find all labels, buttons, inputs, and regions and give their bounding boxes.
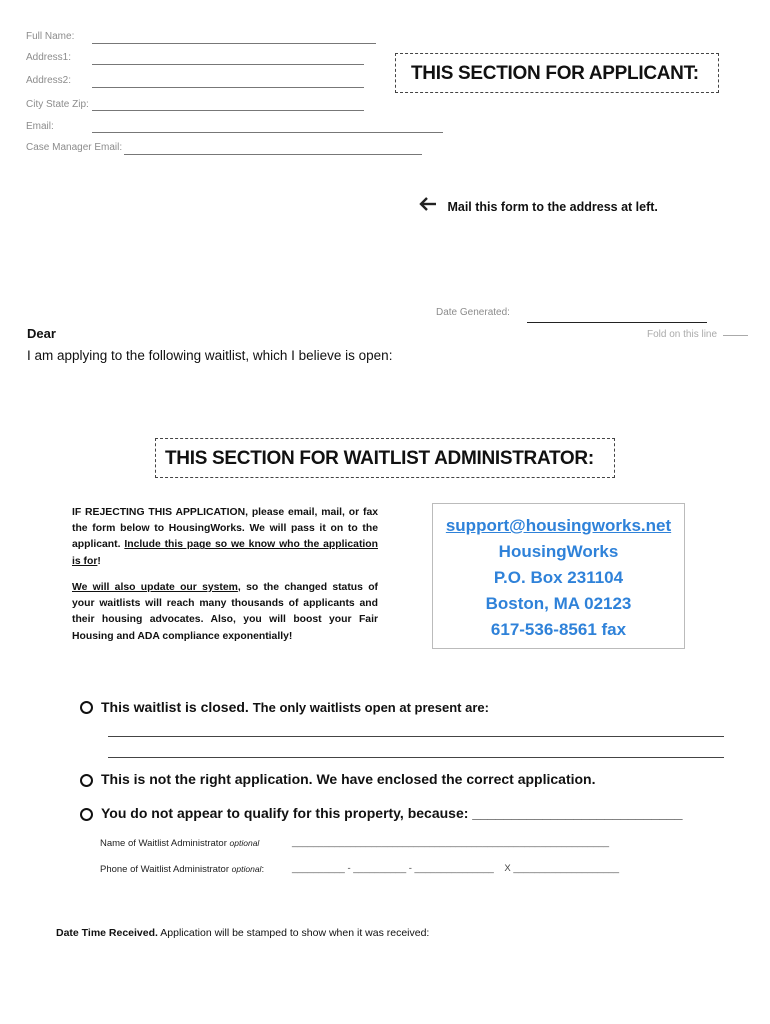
closed-option-label [101,699,489,715]
admin-name-label [100,838,259,849]
date-time-received [56,927,429,939]
city-state-zip-field[interactable] [92,110,364,111]
admin-paragraph-1-text: IF REJECTING THIS APPLICATION, please email, mail, or fax the form below to HousingWorks. We will pass it on to the applicant. [72,507,378,551]
open-waitlists-line-1[interactable] [108,736,724,737]
admin-name-optional: optional [229,838,260,848]
contact-email-link[interactable]: support@housingworks.net [445,516,672,535]
closed-option-text: This waitlist is closed. [101,699,249,715]
admin-phone-label-text: Phone of Waitlist Administrator [100,864,230,875]
contact-po-box: P.O. Box 231104 [493,568,624,587]
admin-paragraph-2-text: , so the changed status of your waitlists will reach many thousands of applicants and their housing advocates. Also, you will boost your Fair Housing and ADA compliance exponentially! [72,582,378,642]
admin-phone-colon: : [261,864,265,875]
email-label: Email: [26,121,54,132]
admin-name-label-text: Name of Waitlist Administrator [100,838,227,849]
intro-line: I am applying to the following waitlist, which I believe is open: [27,348,393,363]
date-generated-label: Date Generated: [436,307,510,318]
admin-paragraph-1-underlined: Include this page so we know who the application is for [72,539,378,567]
closed-radio[interactable] [80,701,93,714]
contact-box [432,503,685,649]
not-qualify-option-label: You do not appear to qualify for this property, because: ___________________________ [101,805,683,821]
admin-paragraph-1-end: ! [97,555,101,567]
full-name-label: Full Name: [26,31,75,42]
contact-city: Boston, MA 02123 [485,594,632,613]
mail-instruction [419,197,658,216]
fold-line [723,335,748,336]
admin-paragraph-2 [72,580,378,645]
date-time-received-bold: Date Time Received. [56,927,158,939]
contact-org: HousingWorks [498,542,619,561]
admin-paragraph-2-underlined: We will also update our system [72,582,238,593]
address1-label: Address1: [26,52,72,63]
applicant-section-box [395,53,719,93]
city-state-zip-label: City State Zip: [26,99,89,110]
address1-field[interactable] [92,64,364,65]
contact-fax: 617-536-8561 fax [490,620,627,639]
not-qualify-radio[interactable] [80,808,93,821]
date-time-received-rest: Application will be stamped to show when it was received: [160,927,430,939]
applicant-section-title: THIS SECTION FOR APPLICANT: [411,63,699,84]
fold-label: Fold on this line [647,329,718,340]
mail-instruction-text: Mail this form to the address at left. [447,199,658,214]
admin-phone-optional: optional [231,864,262,874]
case-manager-email-label: Case Manager Email: [26,142,123,153]
admin-section-title: THIS SECTION FOR WAITLIST ADMINISTRATOR: [165,448,594,469]
wrong-app-radio[interactable] [80,774,93,787]
date-generated-field[interactable] [527,322,707,323]
admin-phone-field[interactable]: __________ - __________ - _______________ X ____________________ [292,863,620,874]
closed-option-rest: The only waitlists open at present are: [252,700,489,715]
address2-label: Address2: [26,75,72,86]
admin-phone-label [100,864,264,875]
case-manager-email-field[interactable] [124,154,422,155]
open-waitlists-line-2[interactable] [108,757,724,758]
arrow-left-icon [419,197,437,216]
admin-paragraph-1 [72,505,378,570]
admin-section-box [155,438,615,478]
admin-name-field[interactable]: ____________________________________________________________ [292,837,610,848]
address2-field[interactable] [92,87,364,88]
email-field[interactable] [92,132,443,133]
wrong-app-option-label: This is not the right application. We have enclosed the correct application. [101,771,596,787]
greeting: Dear [27,326,56,341]
full-name-field[interactable] [92,43,376,44]
